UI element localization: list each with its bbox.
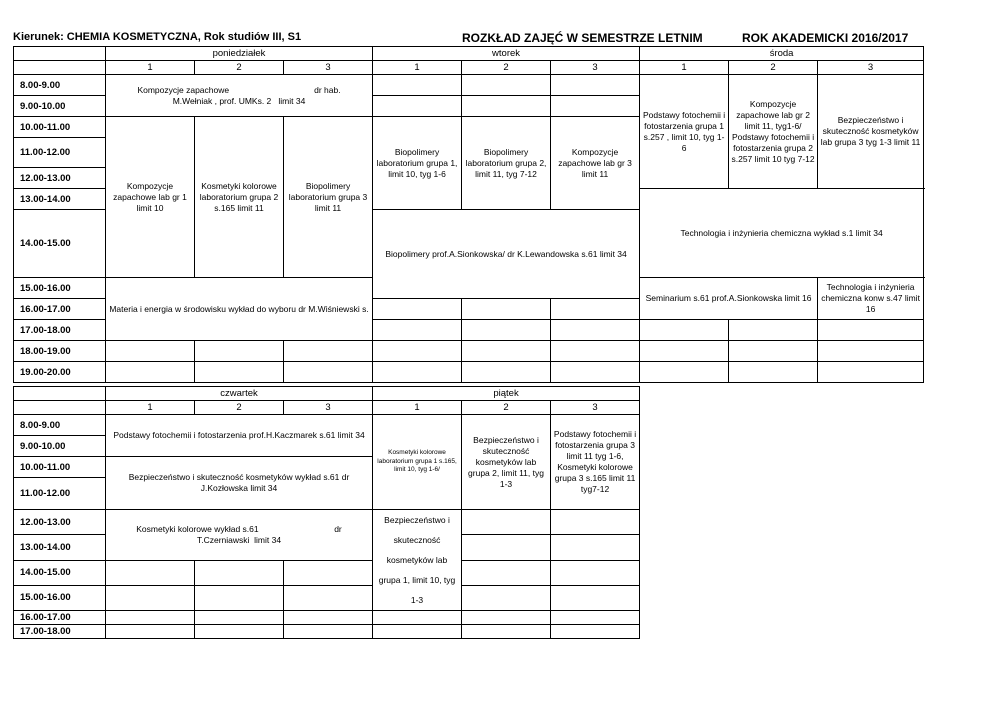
time-slot: 17.00-18.00 xyxy=(14,625,106,639)
time-slot: 13.00-14.00 xyxy=(14,535,106,560)
academic-year: ROK AKADEMICKI 2016/2017 xyxy=(742,31,909,45)
class-cell: Kosmetyki kolorowe wykład s.61 dr T.Czerniawski limit 34 xyxy=(106,510,373,561)
time-slot: 17.00-18.00 xyxy=(14,320,106,341)
empty-cell xyxy=(373,75,462,96)
empty-cell xyxy=(195,625,284,639)
empty-cell xyxy=(284,625,373,639)
empty-cell xyxy=(729,362,818,383)
empty-cell xyxy=(640,320,729,341)
class-cell: Bezpieczeństwo i skuteczność kosmetyków wykład s.61 dr J.Kozłowska limit 34 xyxy=(106,457,373,510)
empty-cell xyxy=(551,625,640,639)
time-slot: 12.00-13.00 xyxy=(14,168,106,189)
time-slot: 15.00-16.00 xyxy=(14,585,106,610)
empty-cell xyxy=(106,611,195,625)
empty-cell xyxy=(640,341,729,362)
group-header: 1 xyxy=(106,401,195,415)
empty-cell xyxy=(462,611,551,625)
time-slot: 18.00-19.00 xyxy=(14,341,106,362)
empty-cell xyxy=(106,585,195,610)
group-header: 2 xyxy=(195,401,284,415)
class-cell: Kompozycje zapachowe lab gr 2 limit 11, tyg1-6/ Podstawy fotochemii i fotostarzenia grupa 2 s.257 limit 10 tyg 7-12 xyxy=(729,75,818,189)
empty-cell xyxy=(284,560,373,585)
time-slot: 16.00-17.00 xyxy=(14,299,106,320)
corner-cell xyxy=(14,61,106,75)
empty-cell xyxy=(462,510,551,535)
time-slot: 11.00-12.00 xyxy=(14,478,106,510)
empty-cell xyxy=(462,535,551,560)
time-slot: 9.00-10.00 xyxy=(14,436,106,457)
empty-cell xyxy=(640,362,729,383)
empty-cell xyxy=(462,362,551,383)
class-cell: Bezpieczeństwo i skuteczność kosmetyków lab grupa 2, limit 11, tyg 1-3 xyxy=(462,415,551,510)
empty-cell xyxy=(195,362,284,383)
corner-cell xyxy=(14,387,106,401)
empty-cell xyxy=(284,611,373,625)
empty-cell xyxy=(373,96,462,117)
empty-cell xyxy=(106,341,195,362)
empty-cell xyxy=(729,320,818,341)
class-cell: Podstawy fotochemii i fotostarzenia grupa 1 s.257 , limit 10, tyg 1-6 xyxy=(640,75,729,189)
group-header: 3 xyxy=(551,61,640,75)
class-cell: Kosmetyki kolorowe laboratorium grupa 1 s.165, limit 10, tyg 1-6/ xyxy=(373,415,462,510)
group-header: 2 xyxy=(462,61,551,75)
empty-cell xyxy=(195,611,284,625)
empty-cell xyxy=(373,611,462,625)
class-cell: Materia i energia w środowisku wykład do wyboru dr M.Wiśniewski s. xyxy=(106,278,373,341)
class-cell: Kompozycje zapachowe lab gr 3 limit 11 xyxy=(551,117,640,210)
empty-cell xyxy=(551,560,640,585)
corner-cell xyxy=(14,47,106,61)
empty-cell xyxy=(195,560,284,585)
empty-cell xyxy=(551,341,640,362)
schedule-table-mon-wed xyxy=(13,46,924,383)
empty-cell xyxy=(551,535,640,560)
empty-cell xyxy=(373,320,462,341)
day-header-thursday: czwartek xyxy=(106,387,373,401)
class-cell: Podstawy fotochemii i fotostarzenia grupa 3 limit 11 tyg 1-6, Kosmetyki kolorowe grupa 3 s.165 limit 11 tyg7-12 xyxy=(551,415,640,510)
empty-cell xyxy=(462,96,551,117)
day-header-wednesday: środa xyxy=(640,47,924,61)
schedule-table-thu-fri xyxy=(13,386,640,639)
time-slot: 15.00-16.00 xyxy=(14,278,106,299)
day-header-tuesday: wtorek xyxy=(373,47,640,61)
class-cell: Technologia i inżynieria chemiczna konw s.47 limit 16 xyxy=(818,278,924,320)
group-header: 1 xyxy=(373,401,462,415)
group-header: 3 xyxy=(551,401,640,415)
time-slot: 11.00-12.00 xyxy=(14,138,106,168)
empty-cell xyxy=(373,362,462,383)
empty-cell xyxy=(195,585,284,610)
empty-cell xyxy=(551,96,640,117)
empty-cell xyxy=(551,611,640,625)
group-header: 3 xyxy=(818,61,924,75)
class-cell: Podstawy fotochemii i fotostarzenia prof.H.Kaczmarek s.61 limit 34 xyxy=(106,415,373,457)
empty-cell xyxy=(818,341,924,362)
empty-cell xyxy=(106,560,195,585)
empty-cell xyxy=(551,362,640,383)
empty-cell xyxy=(551,299,640,320)
group-header: 3 xyxy=(284,401,373,415)
class-cell: Seminarium s.61 prof.A.Sionkowska limit 16 xyxy=(640,278,818,320)
program-title: Kierunek: CHEMIA KOSMETYCZNA, Rok studiów III, S1 xyxy=(13,31,302,43)
time-slot: 10.00-11.00 xyxy=(14,457,106,478)
class-cell: Biopolimery prof.A.Sionkowska/ dr K.Lewandowska s.61 limit 34 xyxy=(373,210,640,299)
schedule-title: ROZKŁAD ZAJĘĆ W SEMESTRZE LETNIM xyxy=(462,31,703,45)
class-cell: Bezpieczeństwo i skuteczność kosmetyków lab grupa 3 tyg 1-3 limit 11 xyxy=(818,75,924,189)
time-slot: 14.00-15.00 xyxy=(14,210,106,278)
time-slot: 13.00-14.00 xyxy=(14,189,106,210)
empty-cell xyxy=(551,320,640,341)
group-header: 2 xyxy=(195,61,284,75)
empty-cell xyxy=(284,341,373,362)
empty-cell xyxy=(462,299,551,320)
empty-cell xyxy=(373,299,462,320)
empty-cell xyxy=(818,320,924,341)
empty-cell xyxy=(462,625,551,639)
class-cell: Technologia i inżynieria chemiczna wykład s.1 limit 34 xyxy=(640,189,924,278)
time-slot: 16.00-17.00 xyxy=(14,611,106,625)
group-header: 1 xyxy=(373,61,462,75)
class-cell: Kompozycje zapachowe lab gr 1 limit 10 xyxy=(106,117,195,278)
empty-cell xyxy=(284,585,373,610)
time-slot: 14.00-15.00 xyxy=(14,560,106,585)
empty-cell xyxy=(729,341,818,362)
time-slot: 12.00-13.00 xyxy=(14,510,106,535)
empty-cell xyxy=(106,625,195,639)
class-cell: Kompozycje zapachowe dr hab. M.Wełniak , prof. UMKs. 2 limit 34 xyxy=(106,75,373,117)
group-header: 2 xyxy=(729,61,818,75)
empty-cell xyxy=(373,341,462,362)
empty-cell xyxy=(462,560,551,585)
group-header: 3 xyxy=(284,61,373,75)
day-header-monday: poniedziałek xyxy=(106,47,373,61)
time-slot: 10.00-11.00 xyxy=(14,117,106,138)
empty-cell xyxy=(284,362,373,383)
class-cell: Biopolimery laboratorium grupa 3 limit 11 xyxy=(284,117,373,278)
day-header-friday: piątek xyxy=(373,387,640,401)
empty-cell xyxy=(462,75,551,96)
empty-cell xyxy=(818,362,924,383)
time-slot: 8.00-9.00 xyxy=(14,75,106,96)
empty-cell xyxy=(195,341,284,362)
empty-cell xyxy=(462,585,551,610)
empty-cell xyxy=(551,510,640,535)
group-header: 1 xyxy=(640,61,729,75)
class-cell: Kosmetyki kolorowe laboratorium grupa 2 s.165 limit 11 xyxy=(195,117,284,278)
time-slot: 9.00-10.00 xyxy=(14,96,106,117)
empty-cell xyxy=(551,75,640,96)
empty-cell xyxy=(551,585,640,610)
empty-cell xyxy=(373,625,462,639)
group-header: 1 xyxy=(106,61,195,75)
empty-cell xyxy=(462,341,551,362)
empty-cell xyxy=(462,320,551,341)
empty-cell xyxy=(106,362,195,383)
time-slot: 8.00-9.00 xyxy=(14,415,106,436)
class-cell: Bezpieczeństwo i skuteczność kosmetyków lab grupa 1, limit 10, tyg 1-3 xyxy=(373,510,462,611)
corner-cell xyxy=(14,401,106,415)
group-header: 2 xyxy=(462,401,551,415)
time-slot: 19.00-20.00 xyxy=(14,362,106,383)
class-cell: Biopolimery laboratorium grupa 1, limit 10, tyg 1-6 xyxy=(373,117,462,210)
class-cell: Biopolimery laboratorium grupa 2, limit 11, tyg 7-12 xyxy=(462,117,551,210)
